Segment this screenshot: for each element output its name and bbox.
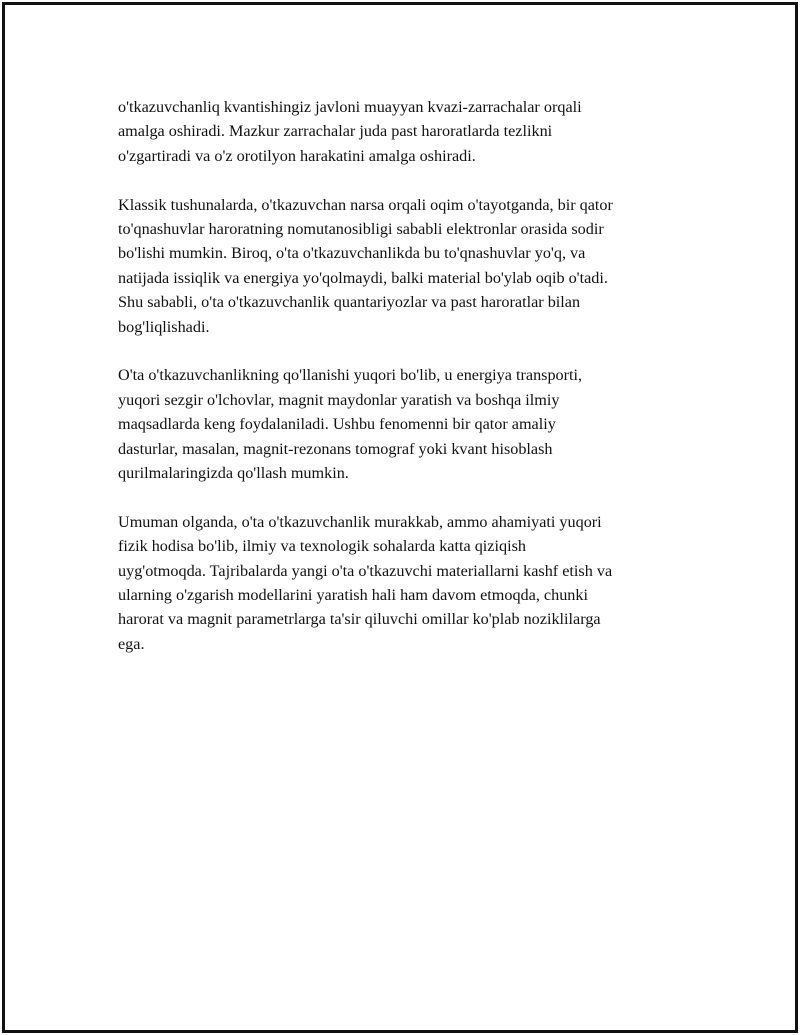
text-line: natijada issiqlik va energiya yo'qolmaydi, balki material bo'ylab oqib o'tadi. (118, 268, 608, 287)
text-line: o'tkazuvchanliq kvantishingiz javloni muayyan kvazi-zarrachalar orqali (118, 98, 582, 116)
text-line: harorat va magnit parametrlarga ta'sir qiluvchi omillar ko'plab noziklilarga (118, 610, 601, 629)
text-line: Klassik tushunalarda, o'tkazuvchan narsa orqali oqim o'tayotganda, bir qator (118, 195, 613, 214)
paragraph-4 (118, 510, 693, 656)
paragraph-2 (118, 193, 693, 339)
text-line: o'zgartiradi va o'z orotilyon harakatini amalga oshiradi. (118, 146, 476, 165)
text-line: fizik hodisa bo'lib, ilmiy va texnologik sohalarda katta qiziqish (118, 537, 526, 556)
text-line: dasturlar, masalan, magnit-rezonans tomograf yoki kvant hisoblash (118, 439, 553, 458)
text-line: bog'liqlishadi. (118, 317, 210, 336)
document-body (118, 95, 693, 681)
paragraph-1 (118, 95, 693, 168)
text-line: amalga oshiradi. Mazkur zarrachalar juda past haroratlarda tezlikni (118, 122, 553, 141)
text-line: qurilmalaringizda qo'llash mumkin. (118, 464, 349, 483)
text-line: Shu sababli, o'ta o'tkazuvchanlik quantariyozlar va past haroratlar bilan (118, 293, 581, 312)
text-line: to'qnashuvlar haroratning nomutanosibligi sababli elektronlar orasida sodir (118, 220, 604, 239)
text-line: Umuman olganda, o'ta o'tkazuvchanlik murakkab, ammo ahamiyati yuqori (118, 512, 602, 531)
text-line: ega. (118, 634, 145, 653)
text-line: yuqori sezgir o'lchovlar, magnit maydonlar yaratish va boshqa ilmiy (118, 390, 560, 409)
paragraph-3 (118, 363, 693, 485)
text-line: O'ta o'tkazuvchanlikning qo'llanishi yuqori bo'lib, u energiya transporti, (118, 366, 583, 385)
text-line: bo'lishi mumkin. Biroq, o'ta o'tkazuvchanlikda bu to'qnashuvlar yo'q, va (118, 244, 586, 263)
document-page (2, 2, 798, 1033)
text-line: maqsadlarda keng foydalaniladi. Ushbu fenomenni bir qator amaliy (118, 415, 556, 434)
text-line: uyg'otmoqda. Tajribalarda yangi o'ta o'tkazuvchi materiallarni kashf etish va (118, 561, 613, 580)
text-line: ularning o'zgarish modellarini yaratish hali ham davom etmoqda, chunki (118, 586, 588, 605)
